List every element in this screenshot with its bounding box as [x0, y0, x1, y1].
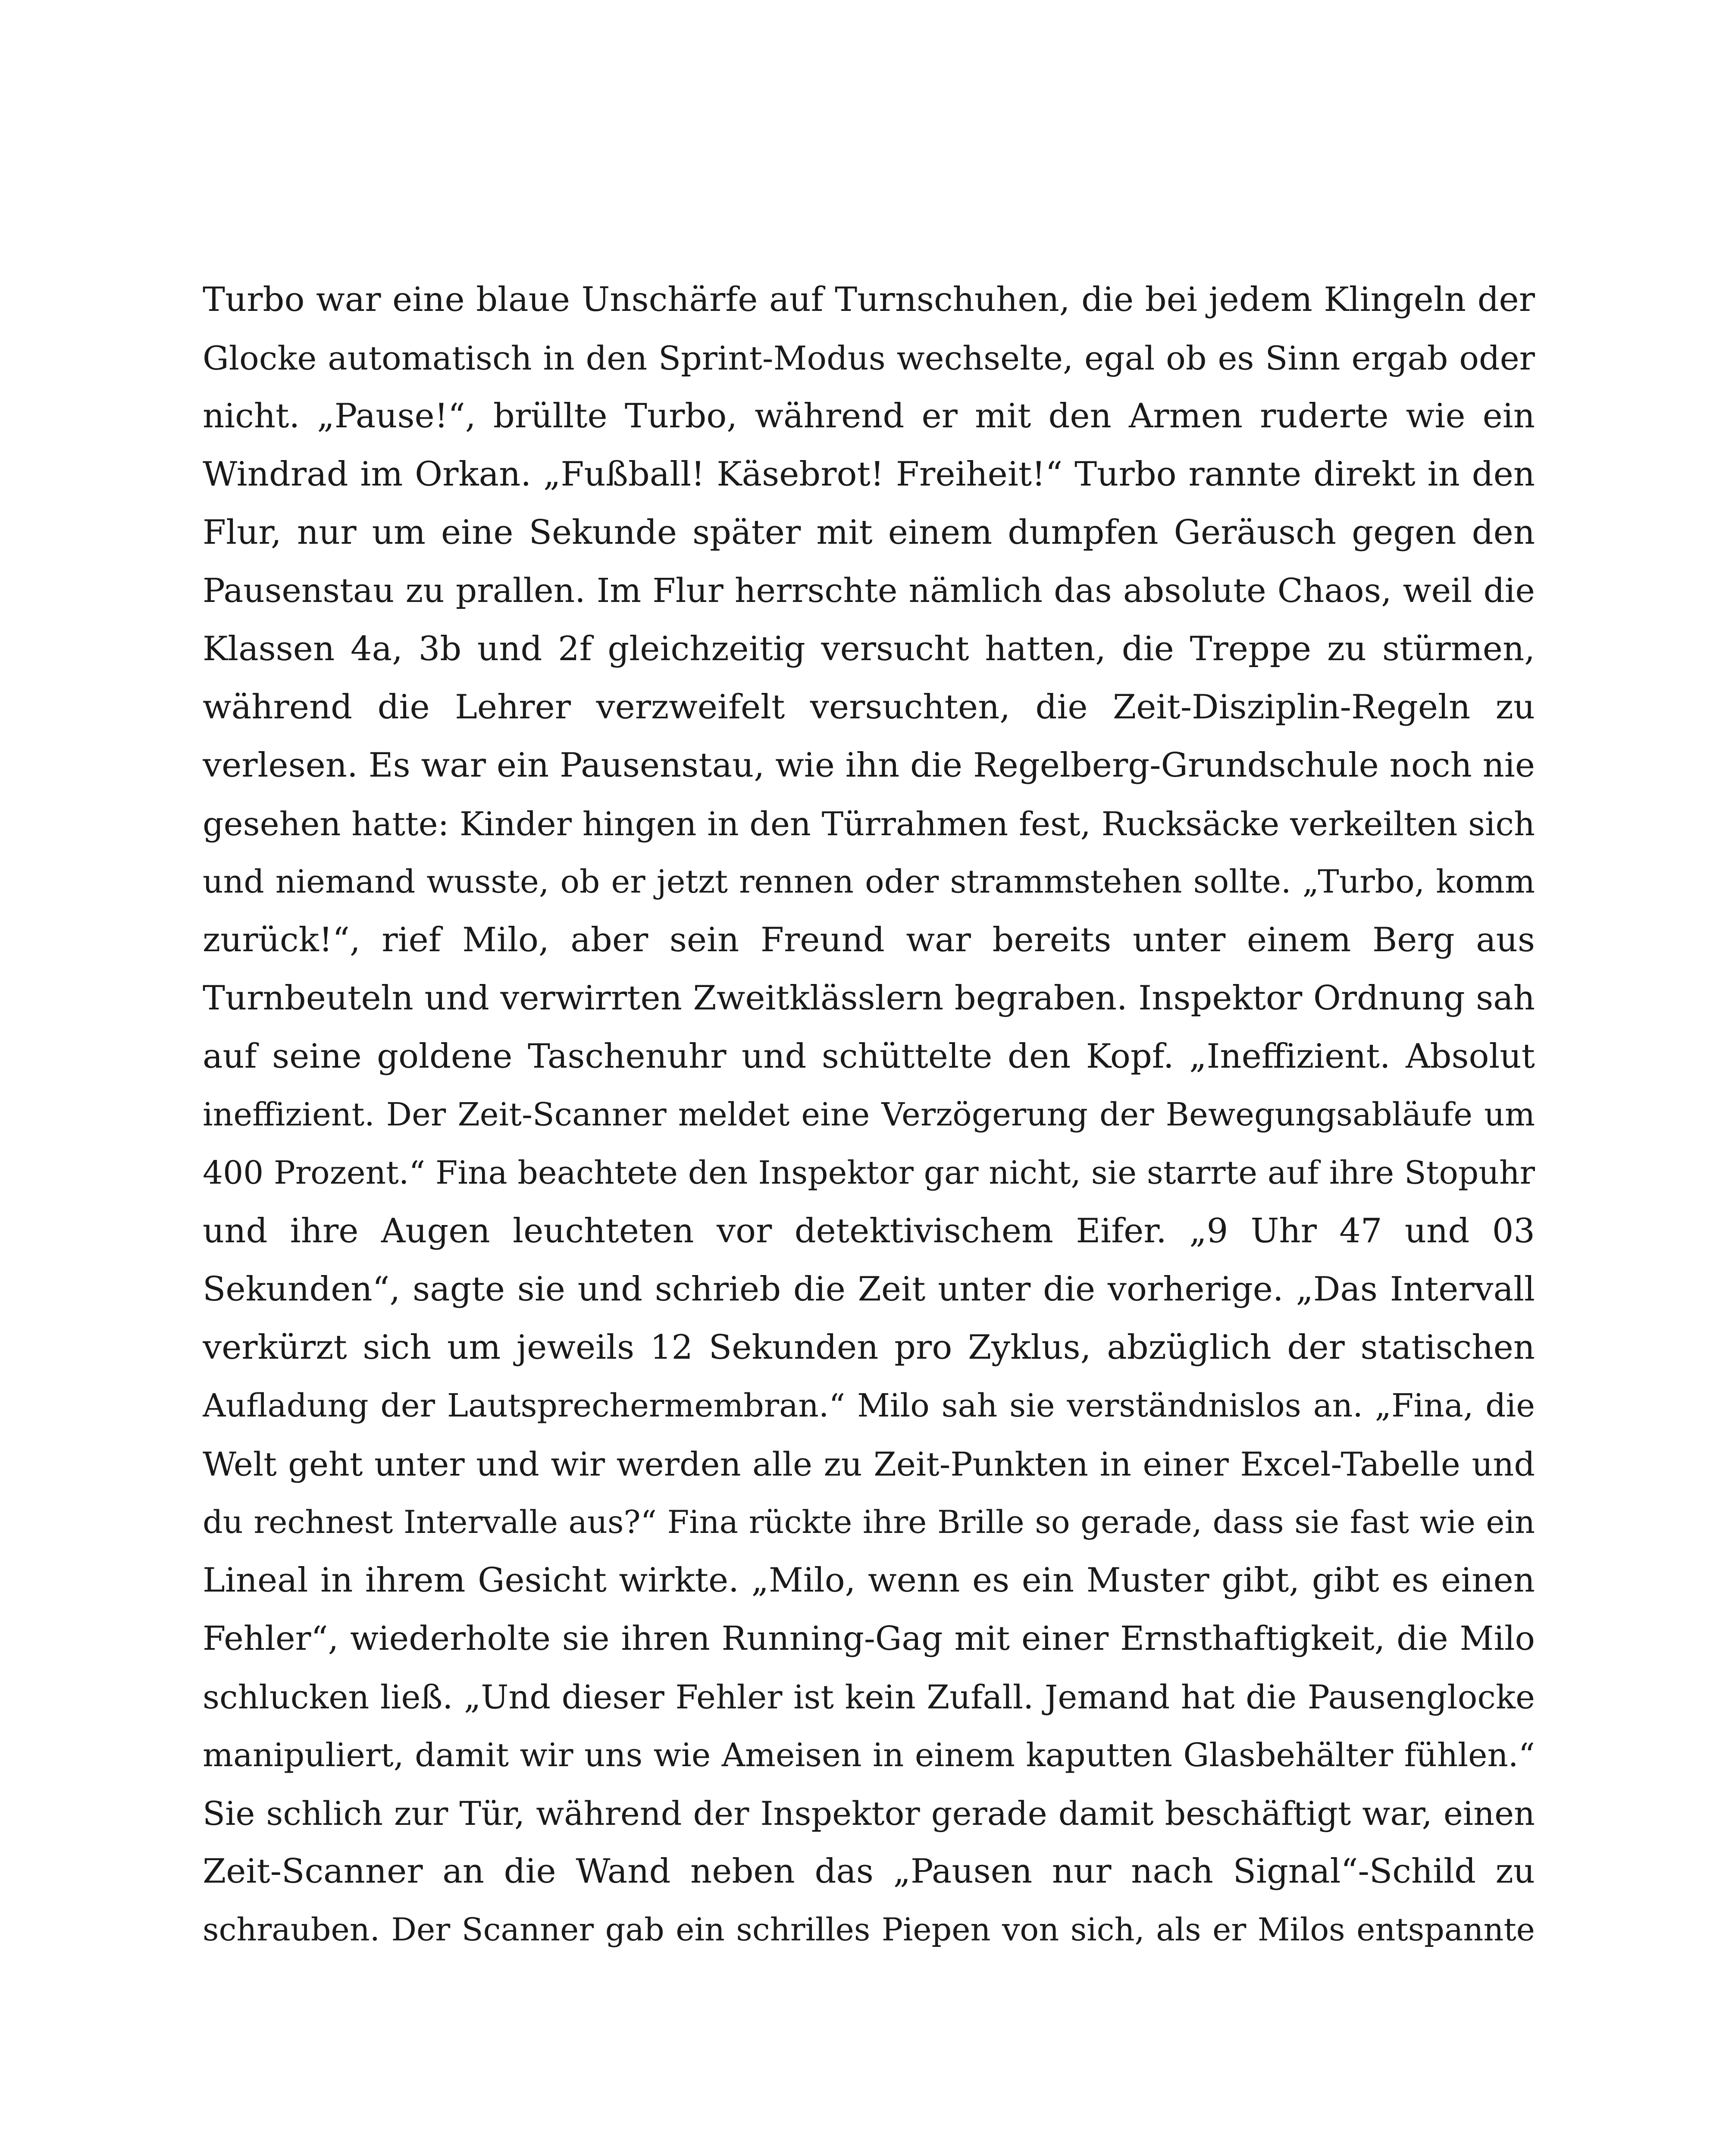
text-line: Sekunden“, sagte sie und schrieb die Zeit unter die vorherige. „Das Intervall — [203, 1270, 1535, 1309]
body-text — [203, 271, 1535, 1959]
text-line: Windrad im Orkan. „Fußball! Käsebrot! Freiheit!“ Turbo rannte direkt in den — [203, 455, 1535, 494]
text-line: Zeit-Scanner an die Wand neben das „Pausen nur nach Signal“-Schild zu — [203, 1852, 1535, 1891]
text-line: ineffizient. Der Zeit-Scanner meldet eine Verzögerung der Bewegungsabläufe um — [203, 1096, 1535, 1133]
text-line: Turnbeuteln und verwirrten Zweitklässlern begraben. Inspektor Ordnung sah — [203, 979, 1535, 1018]
text-line: auf seine goldene Taschenuhr und schüttelte den Kopf. „Ineffizient. Absolut — [203, 1037, 1535, 1076]
text-line: du rechnest Intervalle aus?“ Fina rückte ihre Brille so gerade, dass sie fast wie ein — [203, 1504, 1535, 1541]
text-line: verlesen. Es war ein Pausenstau, wie ihn die Regelberg-Grundschule noch nie — [203, 746, 1535, 785]
text-line: Turbo war eine blaue Unschärfe auf Turnschuhen, die bei jedem Klingeln der — [203, 280, 1535, 319]
text-line: Flur, nur um eine Sekunde später mit einem dumpfen Geräusch gegen den — [203, 513, 1535, 552]
text-line: zurück!“, rief Milo, aber sein Freund war bereits unter einem Berg aus — [203, 921, 1535, 959]
text-line: während die Lehrer verzweifelt versuchten, die Zeit-Disziplin-Regeln zu — [203, 688, 1535, 727]
text-line: Sie schlich zur Tür, während der Inspektor gerade damit beschäftigt war, einen — [203, 1794, 1535, 1833]
text-line: Fehler“, wiederholte sie ihren Running-Gag mit einer Ernsthaftigkeit, die Milo — [203, 1620, 1535, 1658]
text-line: Klassen 4a, 3b und 2f gleichzeitig versucht hatten, die Treppe zu stürmen, — [203, 630, 1535, 668]
text-line: 400 Prozent.“ Fina beachtete den Inspektor gar nicht, sie starrte auf ihre Stopuhr — [203, 1154, 1535, 1191]
text-line: Glocke automatisch in den Sprint-Modus wechselte, egal ob es Sinn ergab oder — [203, 339, 1535, 377]
text-line: schlucken ließ. „Und dieser Fehler ist kein Zufall. Jemand hat die Pausenglocke — [203, 1678, 1535, 1716]
text-line: verkürzt sich um jeweils 12 Sekunden pro Zyklus, abzüglich der statischen — [203, 1328, 1535, 1367]
text-line: Welt geht unter und wir werden alle zu Zeit-Punkten in einer Excel-Tabelle und — [203, 1445, 1535, 1483]
text-line: Pausenstau zu prallen. Im Flur herrschte nämlich das absolute Chaos, weil die — [203, 572, 1535, 610]
text-line: gesehen hatte: Kinder hingen in den Türrahmen fest, Rucksäcke verkeilten sich — [203, 805, 1535, 843]
text-line: und ihre Augen leuchteten vor detektivischem Eifer. „9 Uhr 47 und 03 — [203, 1212, 1535, 1250]
text-line: schrauben. Der Scanner gab ein schrilles Piepen von sich, als er Milos entspannte — [203, 1912, 1535, 1948]
text-line: Lineal in ihrem Gesicht wirkte. „Milo, wenn es ein Muster gibt, gibt es einen — [203, 1561, 1535, 1600]
text-line: manipuliert, damit wir uns wie Ameisen in einem kaputten Glasbehälter fühlen.“ — [203, 1736, 1535, 1774]
text-line: und niemand wusste, ob er jetzt rennen oder strammstehen sollte. „Turbo, komm — [203, 863, 1535, 900]
text-line: nicht. „Pause!“, brüllte Turbo, während er mit den Armen ruderte wie ein — [203, 397, 1535, 436]
text-line: Aufladung der Lautsprechermembran.“ Milo sah sie verständnislos an. „Fina, die — [203, 1387, 1535, 1424]
